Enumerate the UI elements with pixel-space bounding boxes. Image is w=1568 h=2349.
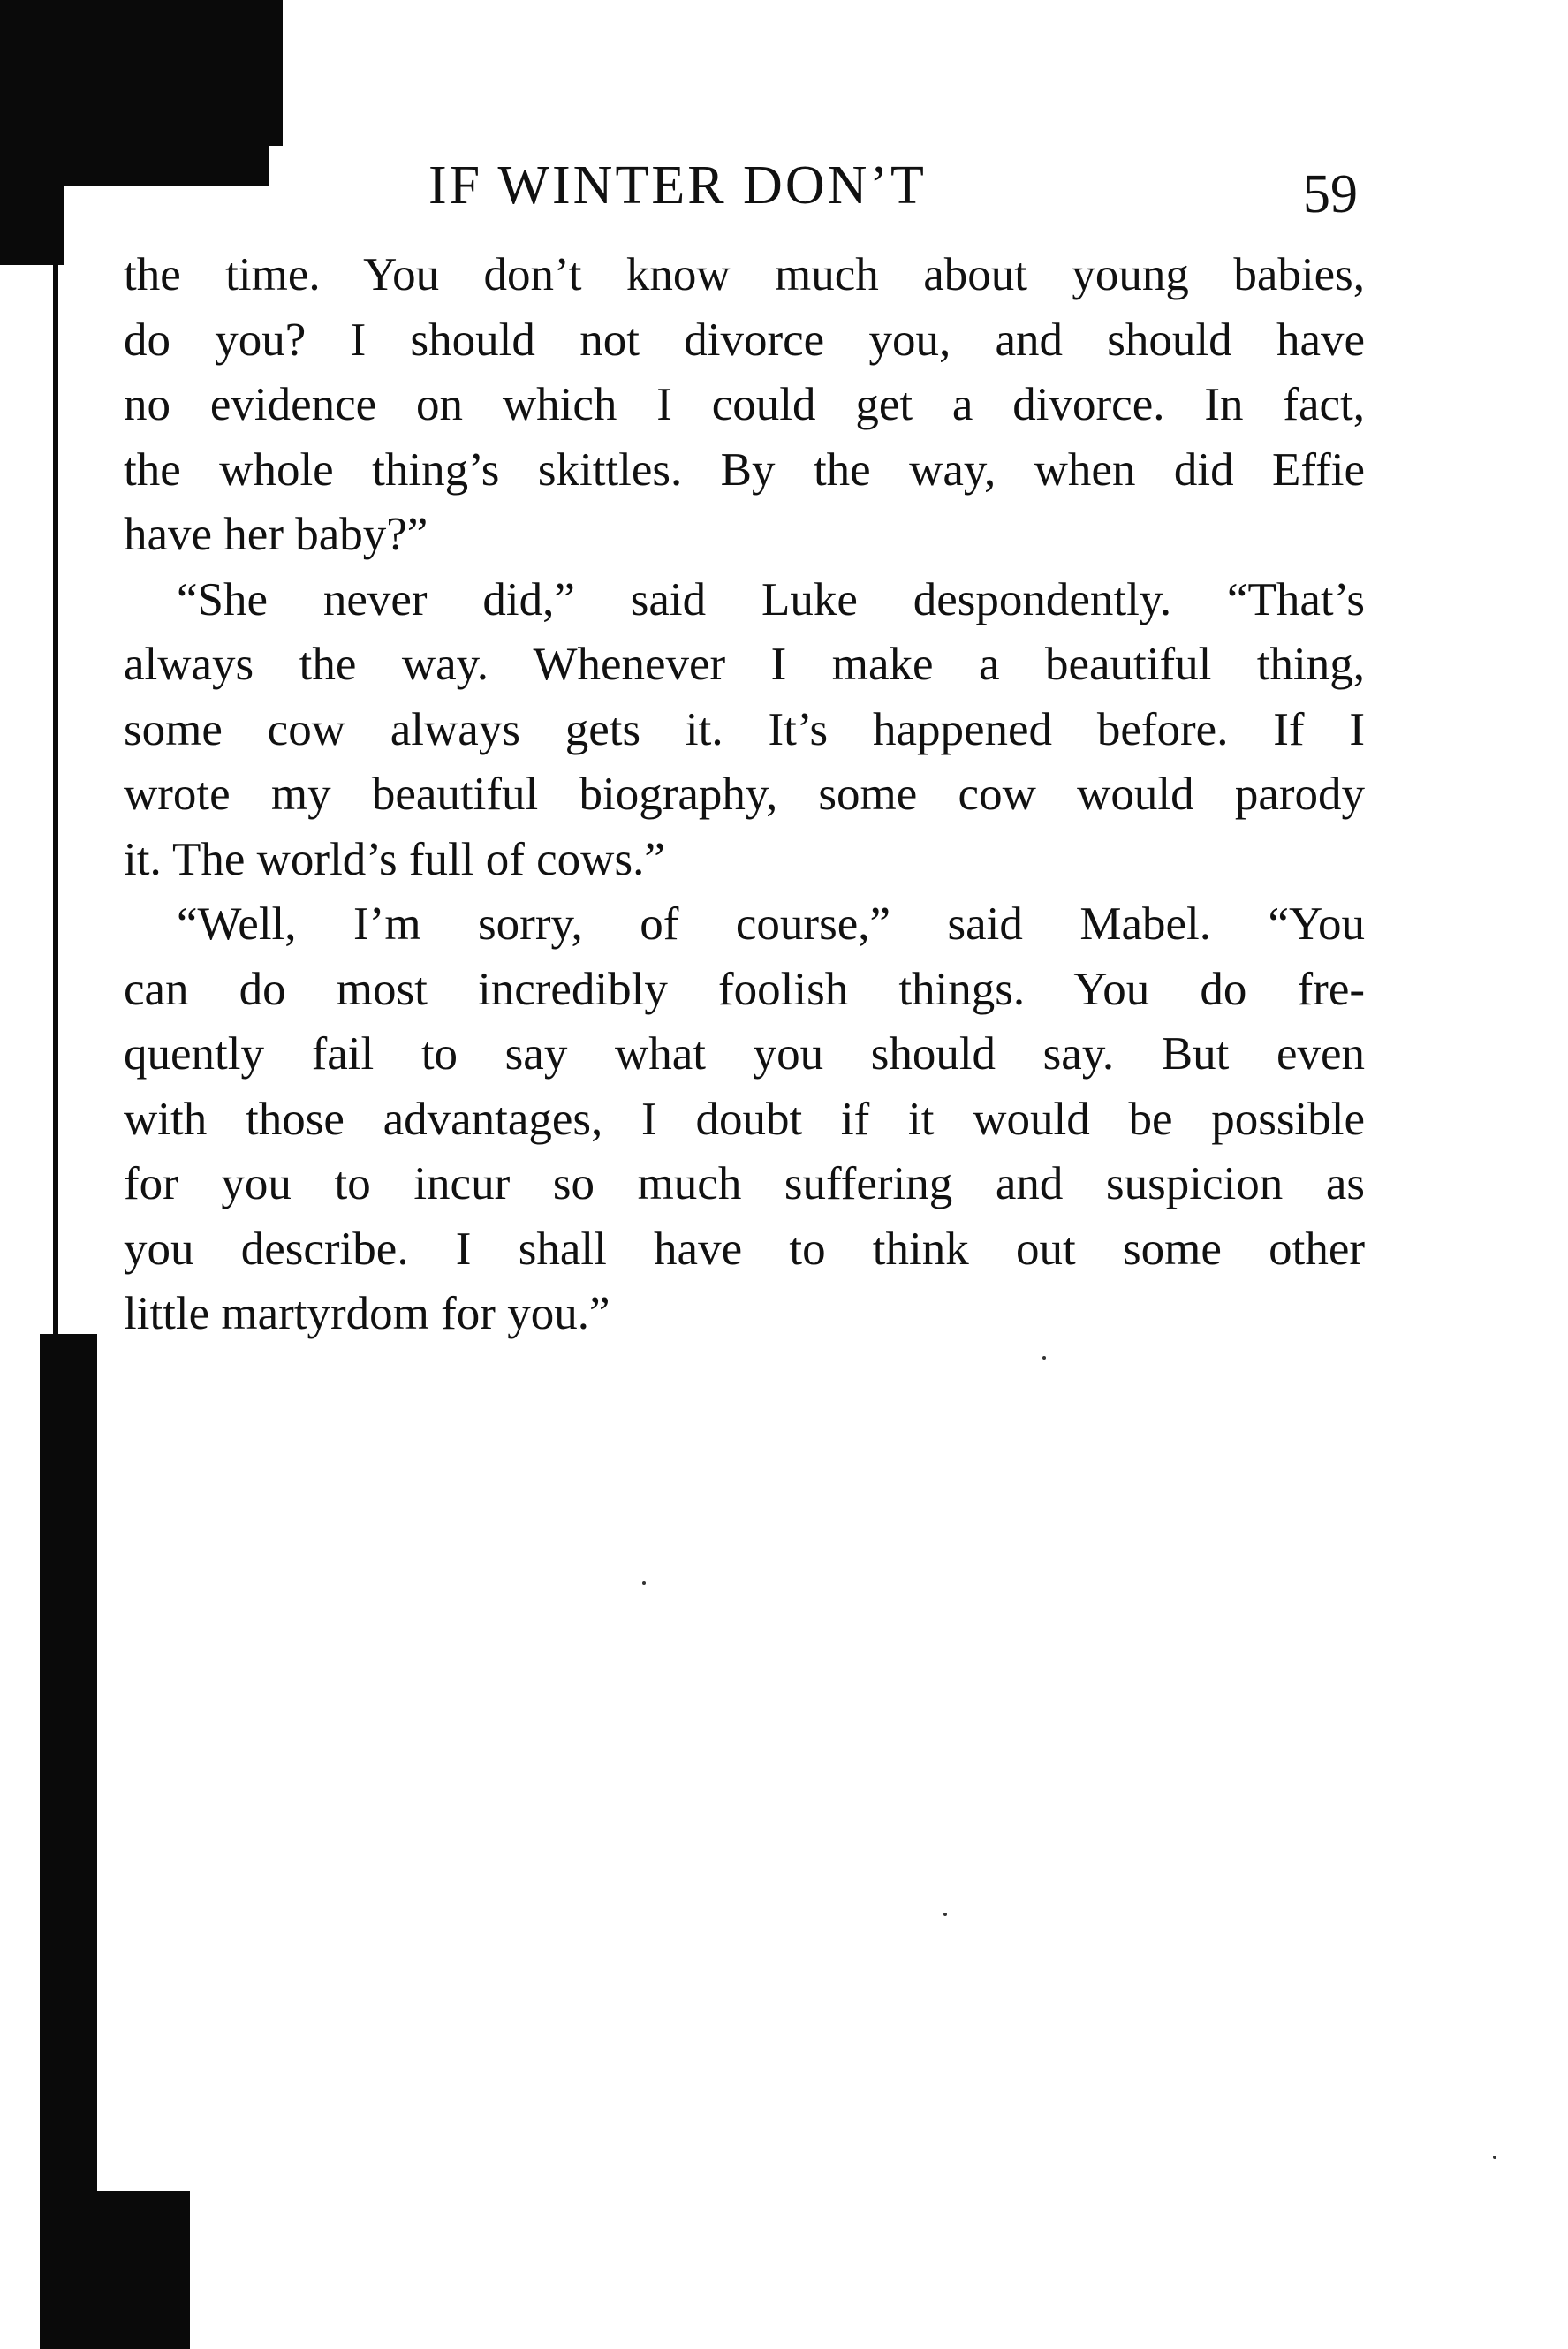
text-line: for you to incur so much suffering and suspicion as <box>124 1158 1365 1209</box>
text-line: quently fail to say what you should say. But even <box>124 1028 1365 1080</box>
text-line: little martyrdom for you.” <box>124 1288 610 1339</box>
text-line: no evidence on which I could get a divorce. In fact, <box>124 379 1365 430</box>
text-line: always the way. Whenever I make a beautiful thing, <box>124 639 1365 690</box>
scan-speck <box>642 1581 646 1585</box>
scan-edge-top-notch <box>247 0 283 146</box>
text-line: with those advantages, I doubt if it would be possible <box>124 1093 1365 1145</box>
scan-speck <box>943 1913 947 1916</box>
text-line: can do most incredibly foolish things. You do fre- <box>124 963 1365 1015</box>
scan-speck <box>1493 2156 1496 2159</box>
page-number: 59 <box>1303 164 1358 224</box>
scan-edge-lower-tail <box>40 2191 190 2349</box>
scan-edge-top <box>0 0 269 186</box>
scan-speck <box>1042 1356 1046 1360</box>
running-title: IF WINTER DON’T <box>428 155 927 216</box>
body-text <box>124 243 1365 1347</box>
scan-edge-line <box>53 265 58 1334</box>
text-line: “She never did,” said Luke despondently. “That’s <box>177 573 1365 625</box>
text-line: have her baby?” <box>124 509 428 560</box>
text-line: do you? I should not divorce you, and should have <box>124 314 1365 366</box>
text-line: some cow always gets it. It’s happened before. If I <box>124 703 1365 755</box>
text-line: “Well, I’m sorry, of course,” said Mabel. “You <box>177 898 1365 950</box>
text-line: wrote my beautiful biography, some cow would parody <box>124 769 1365 820</box>
text-line: you describe. I shall have to think out some other <box>124 1223 1365 1275</box>
text-line: it. The world’s full of cows.” <box>124 833 665 885</box>
text-line: the whole thing’s skittles. By the way, when did Effie <box>124 443 1365 496</box>
text-line: the time. You don’t know much about young babies, <box>124 249 1365 300</box>
